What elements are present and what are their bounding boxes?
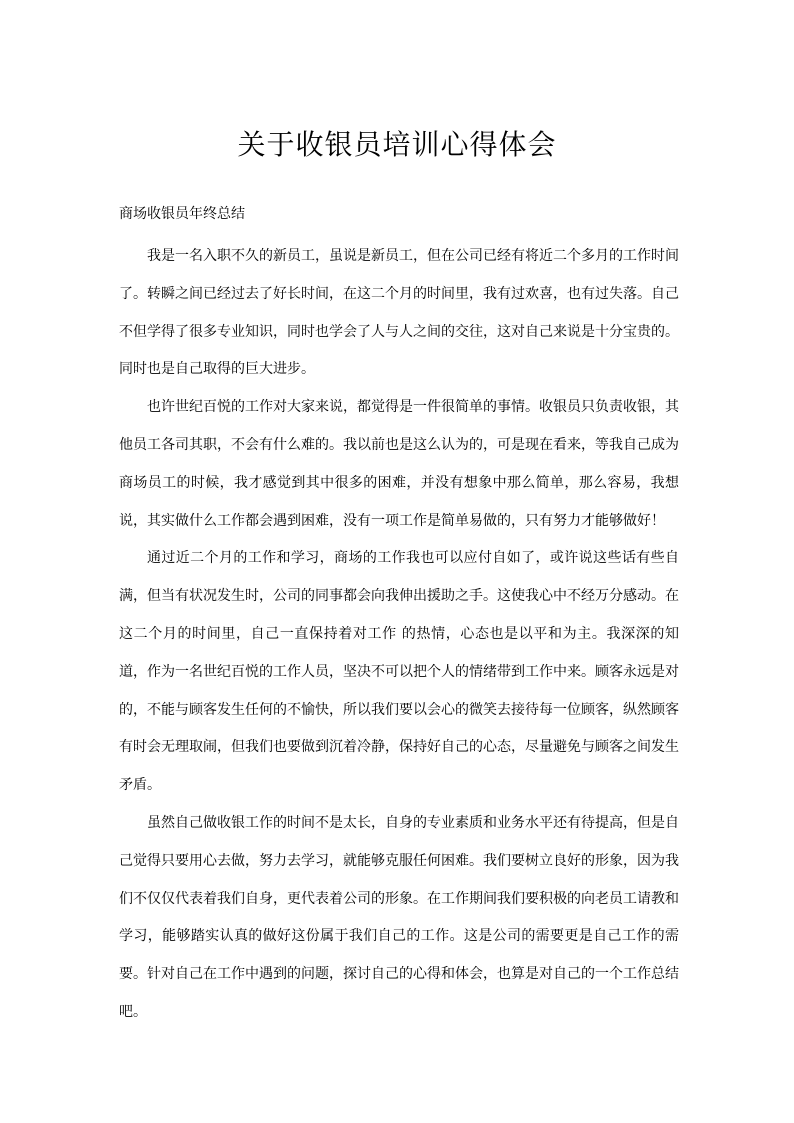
document-title: 关于收银员培训心得体会 (237, 128, 557, 161)
body-paragraph: 我是一名入职不久的新员工，虽说是新员工，但在公司已经有将近二个多月的工作时间了。转瞬之间已经过去了好长时间，在这二个月的时间里，我有过欢喜，也有过失落。自己不但学得了很多专业知识，同时也学会了人与人之间的交往，这对自己来说是十分宝贵的。同时也是自己取得的巨大进步。 (119, 248, 679, 378)
document-body (119, 238, 679, 1032)
body-paragraph: 也许世纪百悦的工作对大家来说，都觉得是一件很简单的事情。收银员只负责收银，其他员工各司其职，不会有什么难的。我以前也是这么认为的，可是现在看来，等我自己成为商场员工的时候，我才感觉到其中很多的困难，并没有想象中那么简单，那么容易，我想说，其实做什么工作都会遇到困难，没有一项工作是简单易做的，只有努力才能够做好！ (119, 399, 679, 529)
document-subtitle: 商场收银员年终总结 (119, 206, 245, 222)
body-paragraph: 虽然自己做收银工作的时间不是太长，自身的专业素质和业务水平还有待提高，但是自己觉得只要用心去做，努力去学习，就能够克服任何困难。我们要树立良好的形象，因为我们不仅仅代表着我们自身，更代表着公司的形象。在工作期间我们要积极的向老员工请教和学习，能够踏实认真的做好这份属于我们自己的工作。这是公司的需要更是自己工作的需要。针对自己在工作中遇到的问题，探讨自己的心得和体会，也算是对自己的一个工作总结吧。 (119, 814, 679, 1020)
body-paragraph: 通过近二个月的工作和学习，商场的工作我也可以应付自如了，或许说这些话有些自满，但当有状况发生时，公司的同事都会向我伸出援助之手。这使我心中不经万分感动。在这二个月的时间里，自己一直保持着对工作 的热情，心态也是以平和为主。我深深的知道，作为一名世纪百悦的工作人员，坚决不可以把个人的情绪带到工作中来。顾客永远是对的，不能与顾客发生任何的不愉快，所以我们要以会心的微笑去接待每一位顾客，纵然顾客有时会无理取闹，但我们也要做到沉着冷静，保持好自己的心态，尽量避免与顾客之间发生矛盾。 (119, 550, 679, 794)
